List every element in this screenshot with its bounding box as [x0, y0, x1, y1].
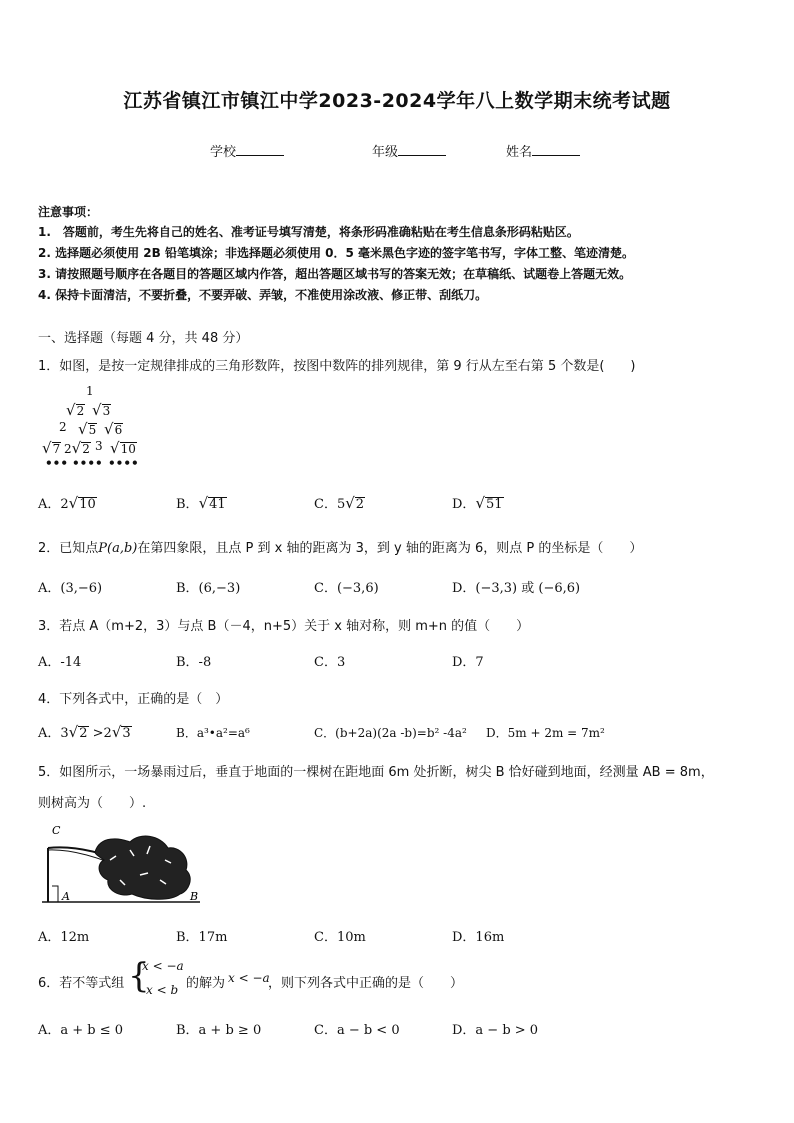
q6-option-b[interactable]: B．a + b ≥ 0 — [176, 1023, 262, 1038]
question-6-pre: 6．若不等式组 — [38, 976, 125, 991]
grade-field — [372, 141, 446, 160]
q2-option-d[interactable]: D．(−3,3) 或 (−6,6) — [452, 581, 581, 596]
tri-r1: 1 — [86, 384, 94, 398]
notice-heading: 注意事项： — [38, 205, 99, 219]
question-2-text: 2．已知点P(a,b)在第四象限，且点 P 到 x 轴的距离为 3，到 y 轴的距离为 6，则点 P 的坐标是（ ） — [38, 541, 643, 556]
question-6-mid: 的解为 — [186, 976, 226, 991]
notice-item: 4. 保持卡面清洁，不要折叠，不要弄破、弄皱，不准使用涂改液、修正带、刮纸刀。 — [38, 288, 488, 302]
q6-option-c[interactable]: C．a − b < 0 — [314, 1023, 400, 1038]
q5-option-c[interactable]: C．10m — [314, 930, 366, 945]
notice-item: 2. 选择题必须使用 2B 铅笔填涂；非选择题必须使用 0．5 毫米黑色字迹的签字笔书写，字体工整、笔迹清楚。 — [38, 246, 634, 260]
q6-option-a[interactable]: A．a + b ≤ 0 — [38, 1023, 124, 1038]
q4-option-d[interactable]: D．5m + 2m = 7m² — [486, 726, 605, 740]
q1-option-b[interactable]: B．√41 — [176, 494, 226, 512]
system-line-2: x < b — [146, 983, 179, 997]
tri-r4b: 2√2 — [64, 439, 90, 457]
q3-option-c[interactable]: C．3 — [314, 655, 346, 670]
school-field — [210, 141, 284, 160]
q1-option-a[interactable]: A．2√10 — [38, 494, 96, 512]
name-label: 姓名 — [506, 145, 533, 160]
tri-r4a: √7 — [42, 439, 61, 457]
q2-option-c[interactable]: C．(−3,6) — [314, 581, 379, 596]
fig-label-c: C — [52, 824, 61, 837]
q3-option-d[interactable]: D．7 — [452, 655, 484, 670]
tri-r4c: 3 — [95, 439, 103, 453]
name-blank — [532, 143, 580, 156]
q3-option-b[interactable]: B．-8 — [176, 655, 212, 670]
tri-r2a: √2 — [66, 401, 85, 419]
q2-option-b[interactable]: B．(6,−3) — [176, 581, 241, 596]
q5-option-a[interactable]: A．12m — [38, 930, 90, 945]
question-5-text: 5．如图所示，一场暴雨过后，垂直于地面的一棵树在距地面 6m 处折断，树尖 B 恰好碰到地面，经测量 AB = 8m， — [38, 765, 714, 780]
q4-option-a[interactable]: A．3√2 >2√3 — [38, 723, 131, 741]
tri-dots: •••• — [72, 456, 103, 470]
school-label: 学校 — [210, 145, 237, 160]
tri-dots: ••• — [45, 456, 69, 470]
fig-label-b: B — [190, 890, 199, 903]
q4-option-c[interactable]: C．(b+2a)(2a -b)=b² -4a² — [314, 726, 467, 740]
q6-option-d[interactable]: D．a − b > 0 — [452, 1023, 539, 1038]
q1-option-d[interactable]: D．√51 — [452, 494, 503, 512]
page-title: 江苏省镇江市镇江中学2023-2024学年八上数学期末统考试题 — [123, 90, 671, 112]
question-1-text: 1．如图，是按一定规律排成的三角形数阵，按图中数阵的排列规律，第 9 行从左至右第 5 个数是( ) — [38, 359, 636, 374]
tri-r4d: √10 — [110, 439, 136, 457]
notice-item: 1. 答题前，考生先将自己的姓名、准考证号填写清楚，将条形码准确粘贴在考生信息条形码粘贴区。 — [38, 225, 579, 239]
name-field — [506, 141, 580, 160]
question-3-text: 3．若点 A（m+2，3）与点 B（－4，n+5）关于 x 轴对称，则 m+n 的值（ ） — [38, 619, 530, 634]
tri-r2b: √3 — [92, 401, 111, 419]
grade-label: 年级 — [372, 145, 399, 160]
tri-r3b: √5 — [78, 420, 97, 438]
q5-option-d[interactable]: D．16m — [452, 930, 505, 945]
question-5-text-2: 则树高为（ ）. — [38, 796, 147, 811]
tri-dots: •••• — [108, 456, 139, 470]
tri-r3a: 2 — [59, 420, 67, 434]
question-6-solution: x < −a — [228, 971, 270, 985]
q1-option-c[interactable]: C．5√2 — [314, 494, 365, 512]
q5-option-b[interactable]: B．17m — [176, 930, 228, 945]
question-6-post: ，则下列各式中正确的是（ ） — [268, 976, 464, 991]
q4-option-b[interactable]: B．a³•a²=a⁶ — [176, 726, 250, 740]
system-line-1: x < −a — [142, 959, 184, 973]
q2-option-a[interactable]: A．(3,−6) — [38, 581, 103, 596]
tri-r3c: √6 — [104, 420, 123, 438]
tree-figure — [40, 820, 210, 915]
school-blank — [236, 143, 284, 156]
q3-option-a[interactable]: A．-14 — [38, 655, 82, 670]
system-brace: { — [128, 956, 150, 996]
notice-item: 3. 请按照题号顺序在各题目的答题区域内作答，超出答题区域书写的答案无效；在草稿纸、试题卷上答题无效。 — [38, 267, 632, 281]
grade-blank — [398, 143, 446, 156]
fig-label-a: A — [62, 890, 70, 903]
question-4-text: 4．下列各式中，正确的是（ ） — [38, 692, 229, 707]
section-title: 一、选择题（每题 4 分，共 48 分） — [38, 331, 249, 346]
